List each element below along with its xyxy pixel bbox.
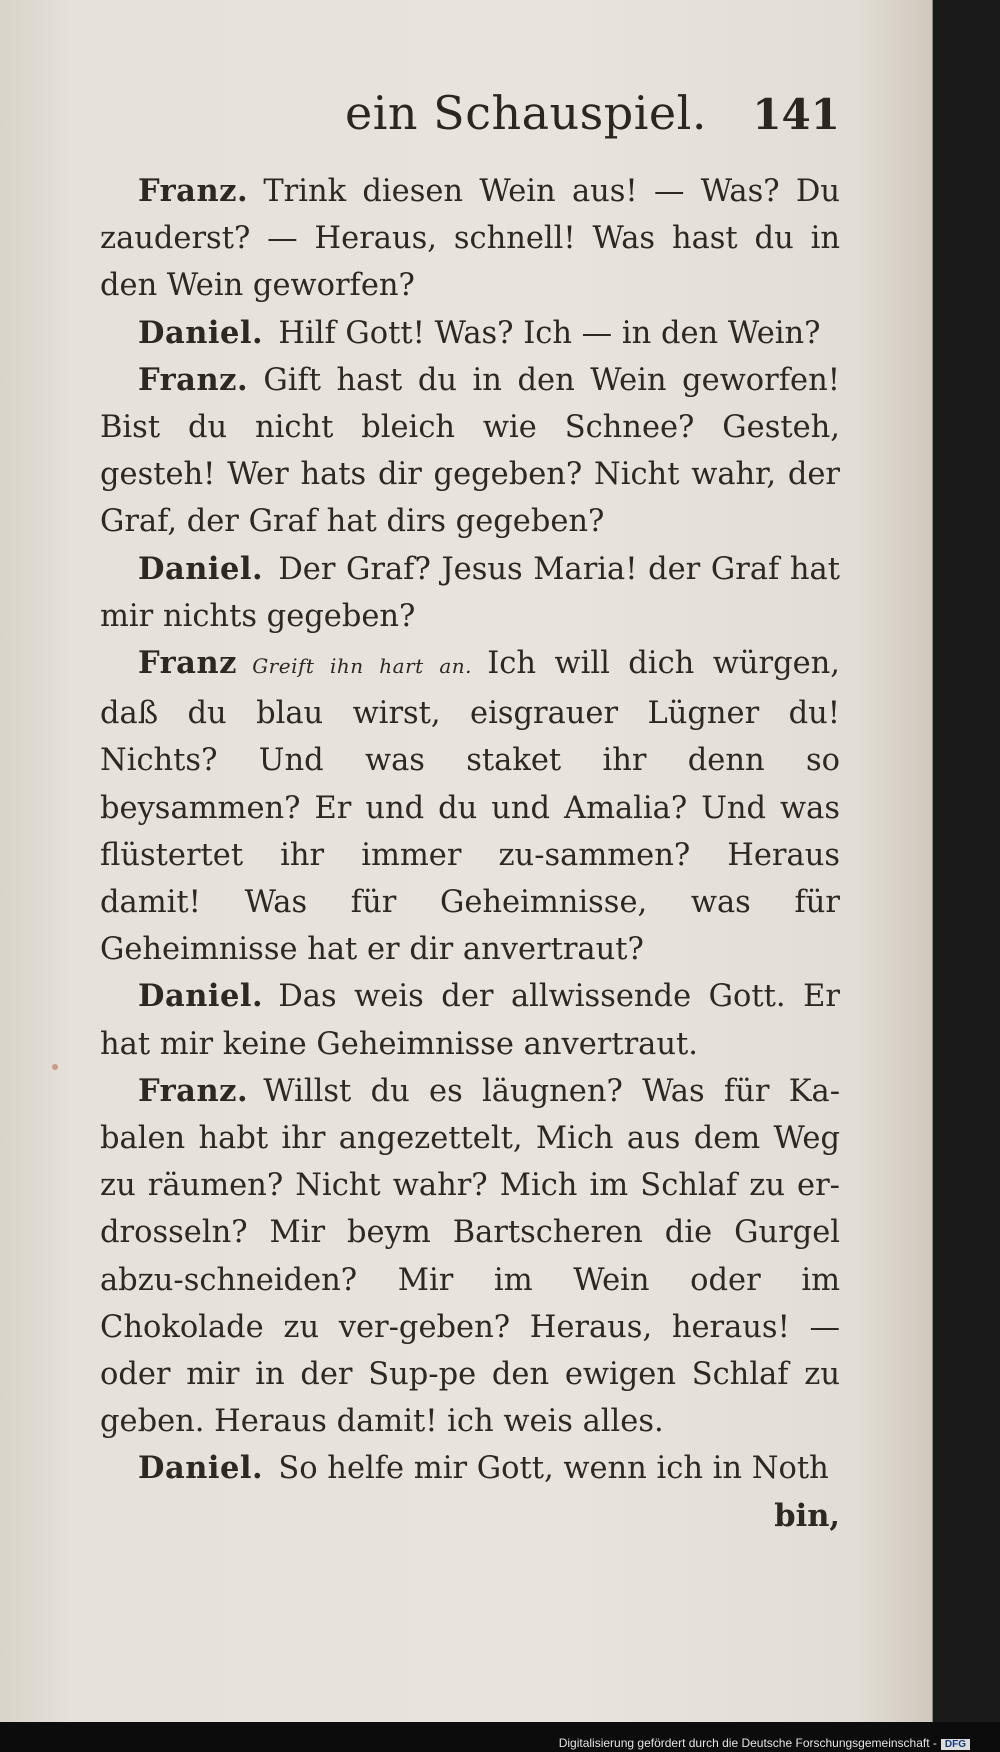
- catchword: bin,: [774, 1497, 840, 1534]
- speaker-name: Daniel.: [138, 550, 264, 587]
- speaker-name: Franz: [138, 645, 237, 682]
- dialogue-text: Ich will dich würgen, daß du blau wirst, eisgrauer Lügner du! Nichts? Und was staket ihr denn so beysammen? Er und du und Amalia? Und was flüstertet ihr immer zu-sammen? Heraus damit! Was für Geheimnisse, was für Geheimnisse hat er dir anvertraut?: [100, 646, 840, 968]
- dialogue-text: Trink diesen Wein aus! — Was? Du zauderst? — Heraus, schnell! Was hast du in den Wein geworfen?: [100, 174, 840, 304]
- speaker-name: Daniel.: [138, 1450, 264, 1487]
- dialogue-text: Hilf Gott! Was? Ich — in den Wein?: [278, 315, 821, 351]
- dfg-logo: DFG: [941, 1739, 970, 1750]
- dialogue-paragraph: [100, 310, 840, 357]
- digitization-credit: [559, 1736, 970, 1750]
- dialogue-paragraph: [100, 973, 840, 1067]
- speaker-name: Franz.: [138, 173, 249, 209]
- stage-direction: Greift ihn hart an.: [252, 654, 472, 679]
- dialogue-paragraph: [100, 357, 840, 546]
- dialogue-paragraph: [100, 168, 840, 310]
- dialogue-text: Gift hast du in den Wein geworfen! Bist du nicht bleich wie Schnee? Gesteh, gesteh! Wer hats dir gegeben? Nicht wahr, der Graf, der Graf hat dirs gegeben?: [100, 362, 840, 540]
- speaker-name: Daniel.: [138, 314, 264, 351]
- dialogue-text: Das weis der allwissende Gott. Er hat mir keine Geheimnisse anvertraut.: [100, 979, 840, 1062]
- speaker-name: Franz.: [138, 1072, 249, 1109]
- dialogue-paragraph: [100, 640, 840, 973]
- dialogue-paragraph: [100, 1445, 840, 1492]
- credit-text: Digitalisierung gefördert durch die Deutsche Forschungsgemeinschaft -: [558, 1736, 937, 1750]
- paper-speck: [52, 1064, 58, 1070]
- dialogue-paragraph: [100, 1068, 840, 1446]
- dialogue-text: So helfe mir Gott, wenn ich in Noth: [278, 1451, 829, 1487]
- body-text: [100, 168, 840, 1493]
- running-head: [100, 78, 840, 168]
- dialogue-text: Der Graf? Jesus Maria! der Graf hat mir nichts gegeben?: [100, 551, 840, 634]
- running-head-title: ein Schauspiel.: [345, 86, 707, 140]
- page-number: 141: [752, 90, 840, 139]
- dialogue-text: Willst du es läugnen? Was für Ka-balen habt ihr angezettelt, Mich aus dem Weg zu räumen? Nicht wahr? Mich im Schlaf zu er-drosseln? Mir beym Bartscheren die Gurgel abzu-schneiden? Mir im Wein oder im Chokolade zu ver-geben? Heraus, heraus! — oder mir in der Sup-pe den ewigen Schlaf zu geben. Heraus damit! ich weis alles.: [100, 1073, 840, 1440]
- dialogue-paragraph: [100, 546, 840, 640]
- speaker-name: Franz.: [138, 361, 249, 398]
- page-content: [100, 78, 840, 1540]
- speaker-name: Daniel.: [138, 978, 264, 1015]
